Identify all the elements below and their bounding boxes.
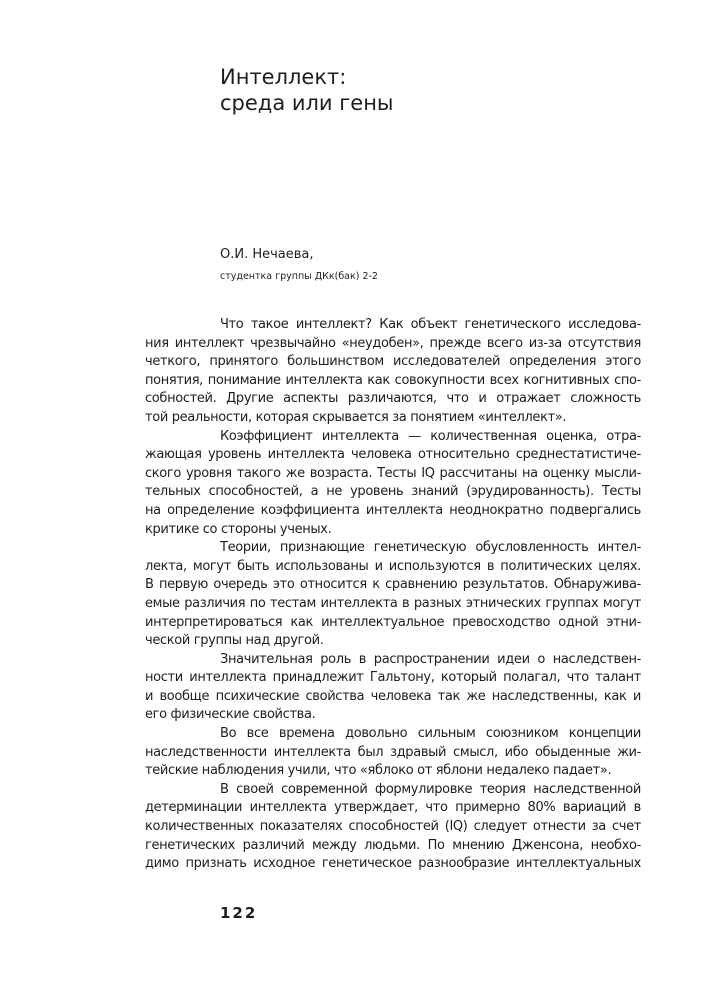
body-text-line: собностей. Другие аспекты различаются, что и отражает сложность [145,391,641,407]
body-text-line: критике со стороны ученых. [145,521,332,537]
author-name: О.И. Нечаева, [220,247,314,262]
author-affiliation: студентка группы ДКк(бак) 2-2 [220,271,378,282]
body-text-line: тейские наблюдения учили, что «яблоко от яблони недалеко падает». [145,763,612,779]
article-title-line-1: Интеллект: [220,65,347,89]
article-title [220,64,620,116]
body-text-line: ческой группы над другой. [145,633,324,649]
body-text-line: Значительная роль в распространении идеи о наследствен- [220,651,641,667]
body-text-line: жающая уровень интеллекта человека относительно среднестатистиче- [145,447,641,463]
body-text-line: Коэффициент интеллекта — количественная оценка, отра- [220,428,641,444]
body-text-line: ния интеллект чрезвычайно «неудобен», прежде всего из-за отсутствия [145,335,641,351]
body-text-line: ского уровня такого же возраста. Тесты IQ рассчитаны на оценку мысли- [145,465,641,481]
body-text-line: В своей современной формулировке теория наследственной [220,781,641,797]
body-text-line: понятия, понимание интеллекта как совокупности всех когнитивных спо- [145,372,641,388]
page-number: 122 [220,904,258,922]
body-text-line: Теории, признающие генетическую обусловленность интел- [220,540,641,556]
article-body [145,316,641,874]
body-text-line: на определение коэффициента интеллекта неоднократно подвергались [145,502,641,518]
body-text-line: Что такое интеллект? Как объект генетического исследова- [220,317,641,332]
body-text-line: и вообще психические свойства человека так же наследственны, как и [145,688,641,704]
body-text-line: его физические свойства. [145,707,316,723]
body-text-line: наследственности интеллекта был здравый смысл, ибо обыденные жи- [145,744,641,760]
body-text-line: генетических различий между людьми. По мнению Дженсона, необхо- [145,837,641,853]
body-text-line: четкого, принятого большинством исследователей определения этого [145,354,641,370]
body-text-line: емые различия по тестам интеллекта в разных этнических группах могут [145,595,641,611]
article-title-line-2: среда или гены [220,91,394,115]
body-text-line: количественных показателях способностей (IQ) следует отнести за счет [145,819,641,835]
body-text-line: Во все времена довольно сильным союзником концепции [220,726,641,742]
body-text-line: интерпретироваться как интеллектуальное превосходство одной этни- [145,614,641,630]
body-text-line: детерминации интеллекта утверждает, что примерно 80% вариаций в [145,800,641,816]
body-text-line: лекта, могут быть использованы и используются в политических целях. [145,558,641,574]
body-text-line: димо признать исходное генетическое разнообразие интеллектуальных [145,856,641,872]
body-text-line: ности интеллекта принадлежит Гальтону, который полагал, что талант [145,670,641,686]
body-text-line: тельных способностей, а не уровень знаний (эрудированность). Тесты [145,484,641,500]
body-text-line: той реальности, которая скрывается за понятием «интеллект». [145,409,567,425]
body-text-line: В первую очередь это относится к сравнению результатов. Обнаружива- [145,577,641,593]
